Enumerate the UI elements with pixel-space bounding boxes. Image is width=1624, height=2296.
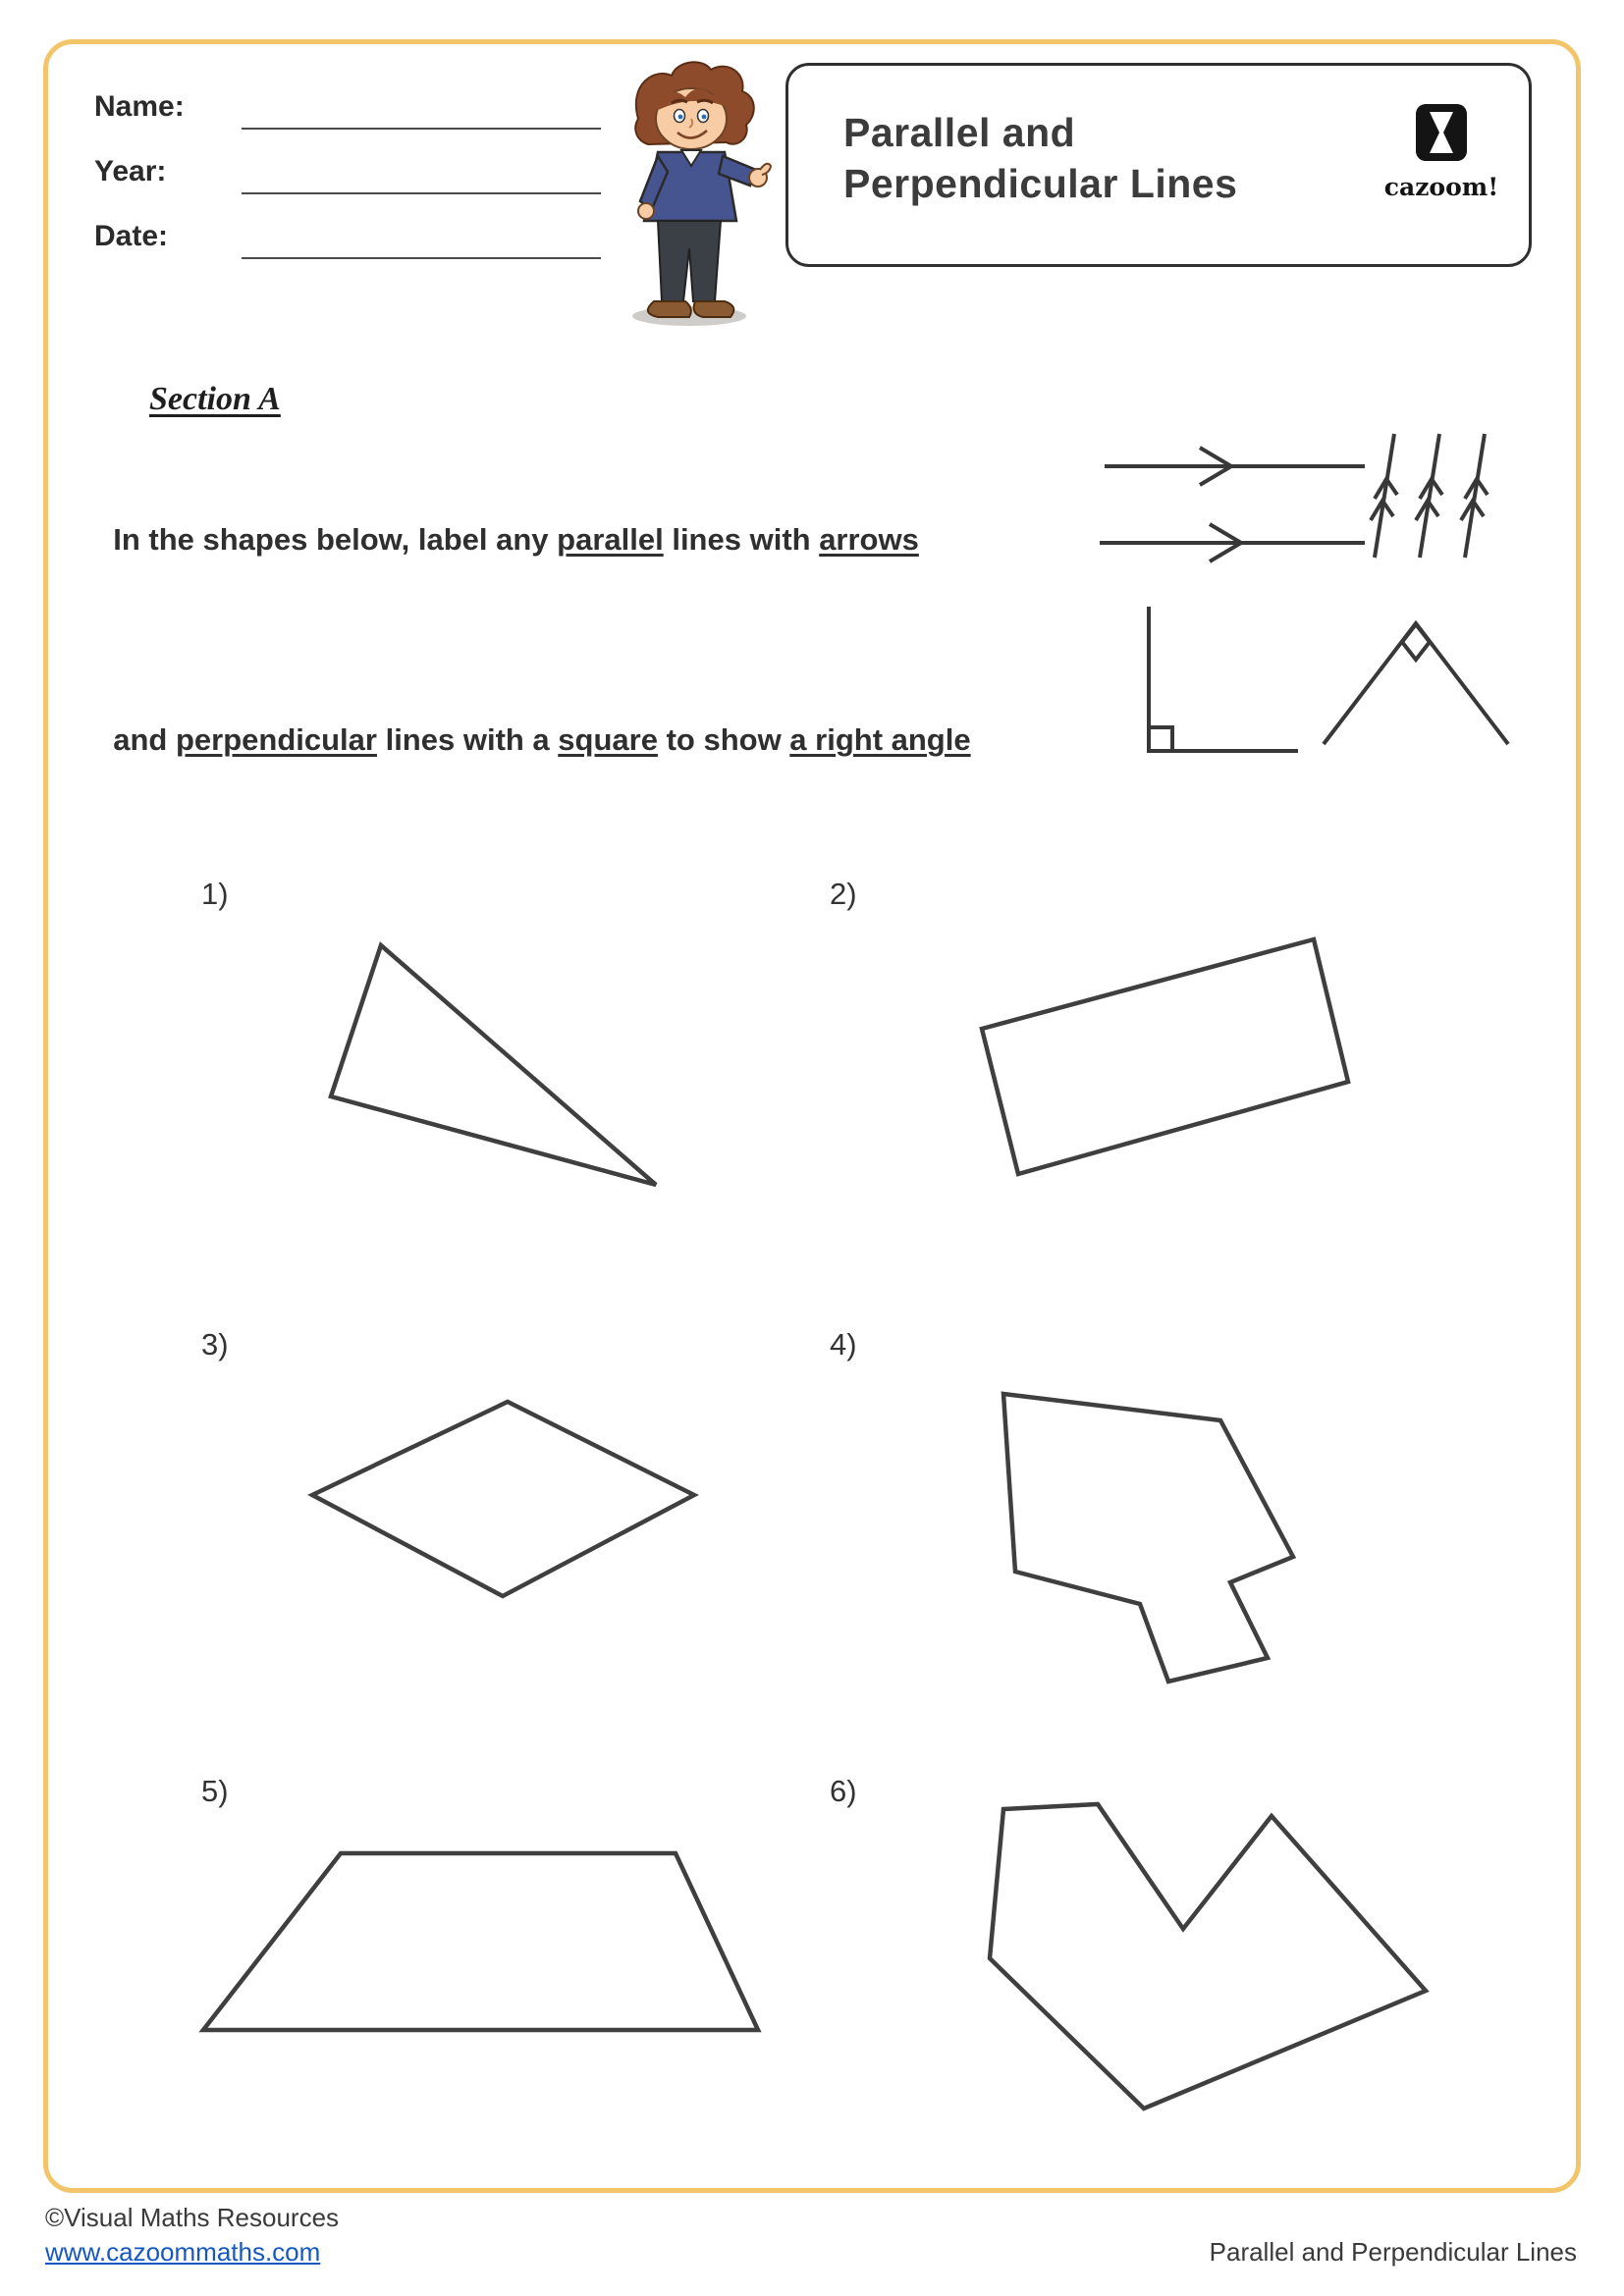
scalene-triangle-shape: [324, 933, 677, 1198]
trapezium-shape: [191, 1841, 781, 2047]
footer-website-link[interactable]: www.cazoommaths.com: [45, 2237, 321, 2267]
shape-6-number: 6): [830, 1774, 857, 1808]
shape-1-number: 1): [201, 877, 229, 911]
hatch-marks-2: [1416, 479, 1442, 520]
shape-4: [987, 1374, 1311, 1703]
chevron-square-mark: [1402, 624, 1430, 660]
date-write-line: [242, 257, 601, 259]
shape-5: [191, 1841, 781, 2052]
instruction-2-perpendicular: perpendicular: [175, 722, 377, 757]
cazoom-logo-icon: [1414, 103, 1469, 164]
concave-chevron-shape: [982, 1791, 1434, 2115]
instruction-2-right-angle: a right angle: [789, 722, 971, 757]
instruction-2-square: square: [558, 722, 658, 757]
shape-6: [982, 1791, 1434, 2120]
footer-copyright: ©Visual Maths Resources: [45, 2203, 340, 2232]
mascot-pants: [658, 221, 721, 301]
instruction-1-arrows: arrows: [819, 522, 919, 557]
instruction-1-parallel: parallel: [557, 522, 664, 557]
cazoom-logo: [1383, 103, 1499, 201]
instruction-1-text: In the shapes below, label any: [113, 522, 558, 557]
field-label-name: Name:: [94, 90, 185, 123]
instruction-1-text2: lines with: [663, 522, 820, 557]
instruction-2-text3: to show: [657, 722, 790, 757]
hatch-marks-1: [1371, 479, 1397, 520]
hatch-marks-3: [1461, 479, 1488, 520]
worksheet-title-line1: Parallel and: [843, 110, 1076, 155]
rhombus-shape: [304, 1394, 707, 1605]
shape-4-number: 4): [830, 1327, 857, 1362]
instruction-line-2: [96, 687, 971, 758]
shape-5-number: 5): [201, 1774, 229, 1808]
instruction-2-text2: lines with a: [376, 722, 559, 757]
rotated-rectangle-shape: [967, 928, 1360, 1188]
shape-2-number: 2): [830, 877, 857, 911]
instruction-2-text: and: [113, 722, 176, 757]
section-a-heading: Section A: [149, 381, 281, 417]
worksheet-title-line2: Perpendicular Lines: [843, 161, 1238, 206]
parallel-lines-illustration: [1070, 422, 1542, 569]
arrow-polygon-shape: [987, 1374, 1311, 1698]
cazoom-logo-text: cazoom!: [1383, 173, 1499, 201]
shape-2: [967, 928, 1360, 1193]
instruction-line-1: [96, 487, 919, 558]
title-box: [785, 63, 1532, 267]
field-label-date: Date:: [94, 220, 169, 252]
right-angle-square-mark: [1149, 727, 1172, 751]
perpendicular-lines-illustration: [1070, 589, 1542, 785]
year-write-line: [242, 192, 601, 194]
chevron-lines: [1324, 623, 1508, 744]
mascot-illustration: [601, 54, 778, 329]
worksheet-title: [843, 107, 1237, 209]
footer-doc-title: Parallel and Perpendicular Lines: [1209, 2237, 1577, 2267]
name-write-line: [242, 128, 601, 130]
shape-1: [324, 933, 677, 1202]
shape-3-number: 3): [201, 1327, 229, 1362]
shape-3: [304, 1394, 707, 1610]
field-label-year: Year:: [94, 155, 167, 187]
